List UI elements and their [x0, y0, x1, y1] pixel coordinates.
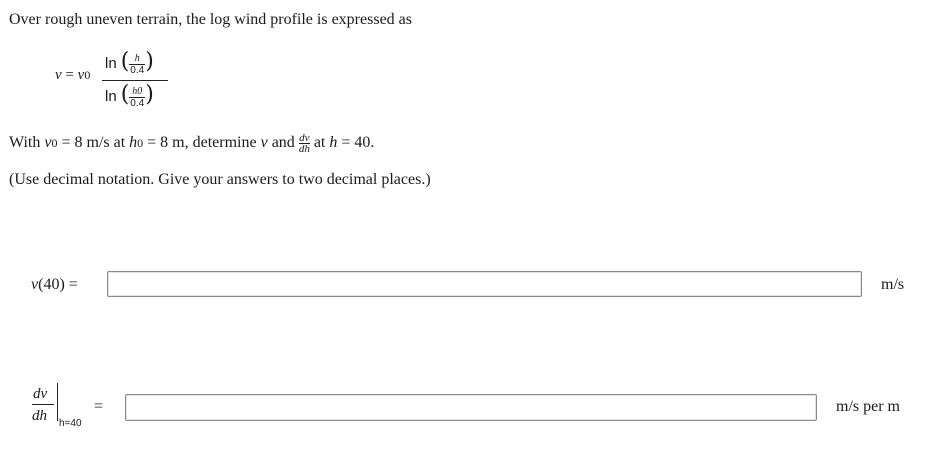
instructions-text: (Use decimal notation. Give your answers to two decimal places.): [9, 171, 431, 188]
given-eq1: = 8 m/s at: [57, 134, 130, 152]
formula-v0: v: [77, 67, 85, 83]
paren-close: ): [145, 49, 154, 74]
formula-equals: =: [65, 67, 74, 83]
given-h0: h: [129, 134, 138, 152]
derivative-answer-input[interactable]: [125, 394, 817, 421]
q2-equals: =: [94, 398, 104, 415]
dh: dh: [298, 143, 310, 155]
given-eq3: = 40.: [337, 134, 375, 152]
paren-open: (: [120, 82, 130, 107]
inner-fraction-h: [129, 53, 145, 76]
q1-label-v: v: [31, 276, 39, 293]
given-v0-sub: 0: [51, 136, 58, 151]
given-line: [9, 133, 374, 154]
q1-unit: m/s: [881, 276, 905, 293]
q1-label-rest: (40) =: [38, 276, 78, 293]
given-dv-dh: [299, 133, 310, 154]
inner-den: 0.4: [130, 97, 145, 109]
given-at: at: [309, 134, 330, 152]
ln-denominator: ln: [105, 88, 117, 105]
formula-denominator: [105, 84, 154, 109]
given-with: With: [9, 134, 45, 152]
inner-num: h0: [132, 85, 143, 97]
dv: dv: [299, 132, 310, 144]
formula-lhs: [55, 67, 90, 84]
inner-fraction-h0: [129, 86, 145, 109]
q2-dh: dh: [32, 408, 47, 424]
q2-fraction-bar: [32, 404, 54, 405]
q2-unit: m/s per m: [836, 398, 900, 415]
q2-label: [31, 386, 95, 432]
formula-v: v: [55, 67, 62, 83]
formula-v0-sub: 0: [84, 68, 91, 82]
inner-num: h: [134, 52, 140, 64]
paren-open: (: [120, 49, 130, 74]
given-h: h: [329, 134, 338, 152]
inner-den: 0.4: [130, 64, 145, 76]
fraction-bar: [102, 80, 168, 81]
eval-bar: [57, 383, 58, 421]
q2-dv: dv: [33, 386, 48, 402]
given-h0-sub: 0: [137, 136, 144, 151]
given-and: and: [267, 134, 299, 152]
q1-label: [31, 276, 78, 294]
intro-text: Over rough uneven terrain, the log wind profile is expressed as: [9, 11, 412, 28]
paren-close: ): [145, 82, 154, 107]
given-v0: v: [44, 134, 52, 152]
ln-numerator: ln: [105, 55, 117, 72]
given-eq2: = 8 m, determine: [143, 134, 261, 152]
given-v: v: [260, 134, 268, 152]
q2-eval: h=40: [59, 418, 82, 429]
v40-answer-input[interactable]: [107, 271, 862, 297]
formula-numerator: [105, 51, 154, 76]
